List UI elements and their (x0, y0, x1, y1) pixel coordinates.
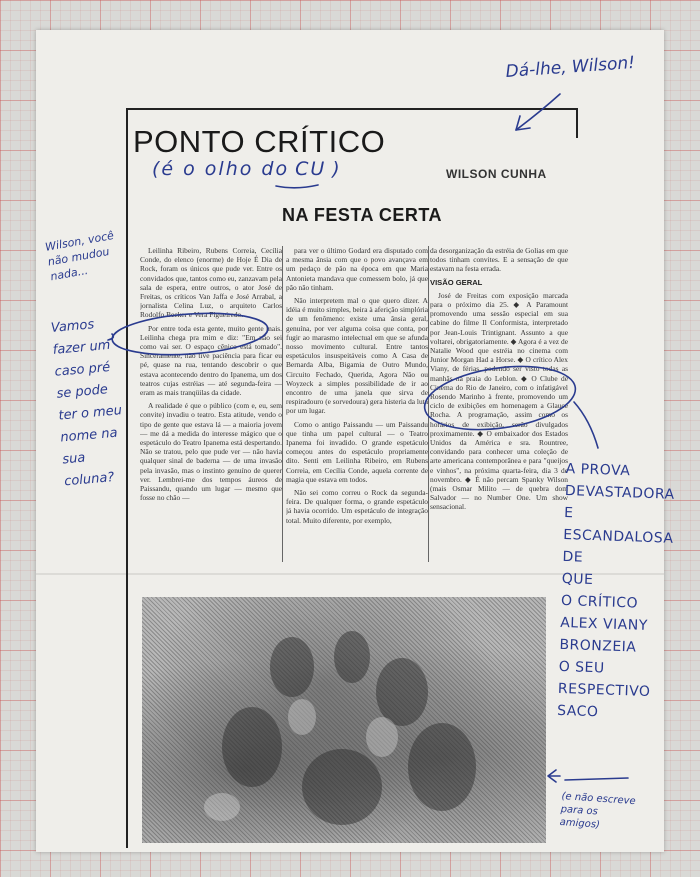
column-frame-top-rule (126, 108, 578, 110)
handwritten-right-footnote: (e não escreve para os amigos) (559, 790, 636, 831)
section-heading: VISÃO GERAL (430, 277, 483, 287)
article-paragraph: Leilinha Ribeiro, Rubens Correia, Cecília Conde, do elenco (enorme) de Hoje É Dia de Rock, foram os únicos que pude ver. Entre os convidados que, tantos como eu, zanzavam pela sala de espera, entre outros, o ator José de Freitas, os críticos Van Jaffa e José Arrabal, a jornalista Celina Luz, o arquiteto Carlos Rodolfo Becker e Vera Figueiredo. (140, 246, 282, 320)
handwritten-right-note: A PROVA DEVASTADORA E ESCANDALOSA DE QUE O CRÍTICO ALEX VIANY BRONZEIA O SEU RESPECTIVO SACO (556, 460, 675, 721)
handwritten-subtitle: (é o olho do CU ) (152, 158, 342, 180)
article-paragraph: Como o antigo Paissandu — um Paissandu que tinha um papel cultural — o Teatro Ipanema foi invadido. O grande espetáculo começou antes do espetáculo propriamente dito. Senti em Leilinha Ribeiro, em Rubens Correia, em Cecília Conde, aquela corrente de magia que estava em todos. (286, 419, 428, 484)
article-paragraph: Não interpretem mal o que quero dizer. A idéia é muito simples, beira à aferição simplória de um fenômeno: existe uma ânsia geral, genuína, por ver alguma coisa que conta, por fugir ao marasmo intelectual em que se afunda nosso movimento cultural. Entre tantos espetáculos insuspeitáveis como A Casa de Bernarda Alba, Bigamia de Outro Mundo, Circuito Fechado, Querida, Agora Não ou Woyzeck a simples possibilidade de ir ao encontro de uma janela que sirva de respiradouro (e sorvedoura) gera histeria da luta por um lugar. (286, 296, 428, 416)
article-column-3 (430, 246, 568, 562)
column-title: PONTO CRÍTICO (133, 124, 386, 159)
article-column-1 (140, 246, 282, 562)
handwritten-underlined-word: CU (295, 158, 327, 180)
column-separator (282, 246, 283, 562)
article-column-2 (286, 246, 428, 562)
article-paragraph: José de Freitas com exposição marcada para o próximo dia 25. ◆ A Paramount promovendo uma sessão especial em sua cabine do filme Il Conformista, interpretado por Jean-Louis Trintignant. Assunto a que voltarei, obrigatoriamente. ◆ Agora é a vez de Natalie Wood que estréia no cinema com Junior Morgan Had a Horse. ◆ O crítico Alex Viany, de férias, podendo ser visto todas as manhãs na praia do Leblon. ◆ O Clube de Cinema do Rio de Janeiro, com o infatigável Rosendo Marinho à frente, promovendo um ciclo de exibições em homenagem a Glauce Rocha. A programação, assim como os horários de exibição, serão divulgados proximamente. ◆ O embaixador dos Estados Unidos da América e sra. Rountree, convidando para conhecer uma coleção de arte americana contemporânea e para "queijos e vinhos", na próxima quarta-feira, dia 3 de novembro. ◆ É não percam Spanky Wilson (mais Osmar Milito — de quebra dom Salvador — no Number One. Um show sensacional. (430, 290, 568, 512)
article-paragraph: Não sei como correu o Rock da segunda-feira. De qualquer forma, o grande espetáculo já havia ocorrido. Um espetáculo de integração total. Muito diferente, por exemplo, (286, 488, 428, 525)
handwritten-left-note-lower: Vamos fazer um caso pré se pode ter o meu nome na sua coluna? (50, 317, 123, 490)
handwritten-left-note-upper: Wilson, você não mudou nada... (44, 228, 115, 284)
column-author: WILSON CUNHA (446, 167, 547, 181)
article-paragraph: A realidade é que o público (com e, eu, sem convite) invadiu o teatro. Esta atitude, vendo o tipo de gente que estava lá — a maioria jovem — me dá a medida do interesse mágico que o espetáculo do Teatro Ipanema está despertando. Não se tratou, pelo que pude ver — não havia qualquer sinal de baderna — de uma invasão pela invasão, mas o instinto genuíno de querer ver. Lembrei-me dos tempos áureos de Paissandu, quando um lugar — mesmo que fosse no chão — (140, 401, 282, 503)
article-paragraph: Por entre toda esta gente, muito gente mais. Leilinha chega pra mim e diz: "Em não sei como vai ser. O espaço cênico está tomado". Sinceramente, não tive paciência para ficar eu pé, quase na rua, tentando descobrir o que estava acontecendo dentro do Ipanema, um dos teatros cujas estréias — até segunda-feira — eram as mais tranqüilas da cidade. (140, 323, 282, 398)
column-separator (428, 246, 429, 562)
column-frame-right-rule (576, 108, 578, 138)
article-photo (142, 597, 546, 843)
article-paragraph: para ver o último Godard era disputado com a mesma ânsia com que o povo avançava em um pedaço de pão na época em que Maria Antonieta mandava que comessem bolo, já que pão não tinham. (286, 246, 428, 292)
article-paragraph: da desorganização da estréia de Golias em que todos tinham convites. E a sensação de que estavam na festa errada. (430, 246, 568, 274)
article-headline: NA FESTA CERTA (282, 205, 442, 225)
handwritten-top-note: Dá-lhe, Wilson! (505, 52, 636, 82)
